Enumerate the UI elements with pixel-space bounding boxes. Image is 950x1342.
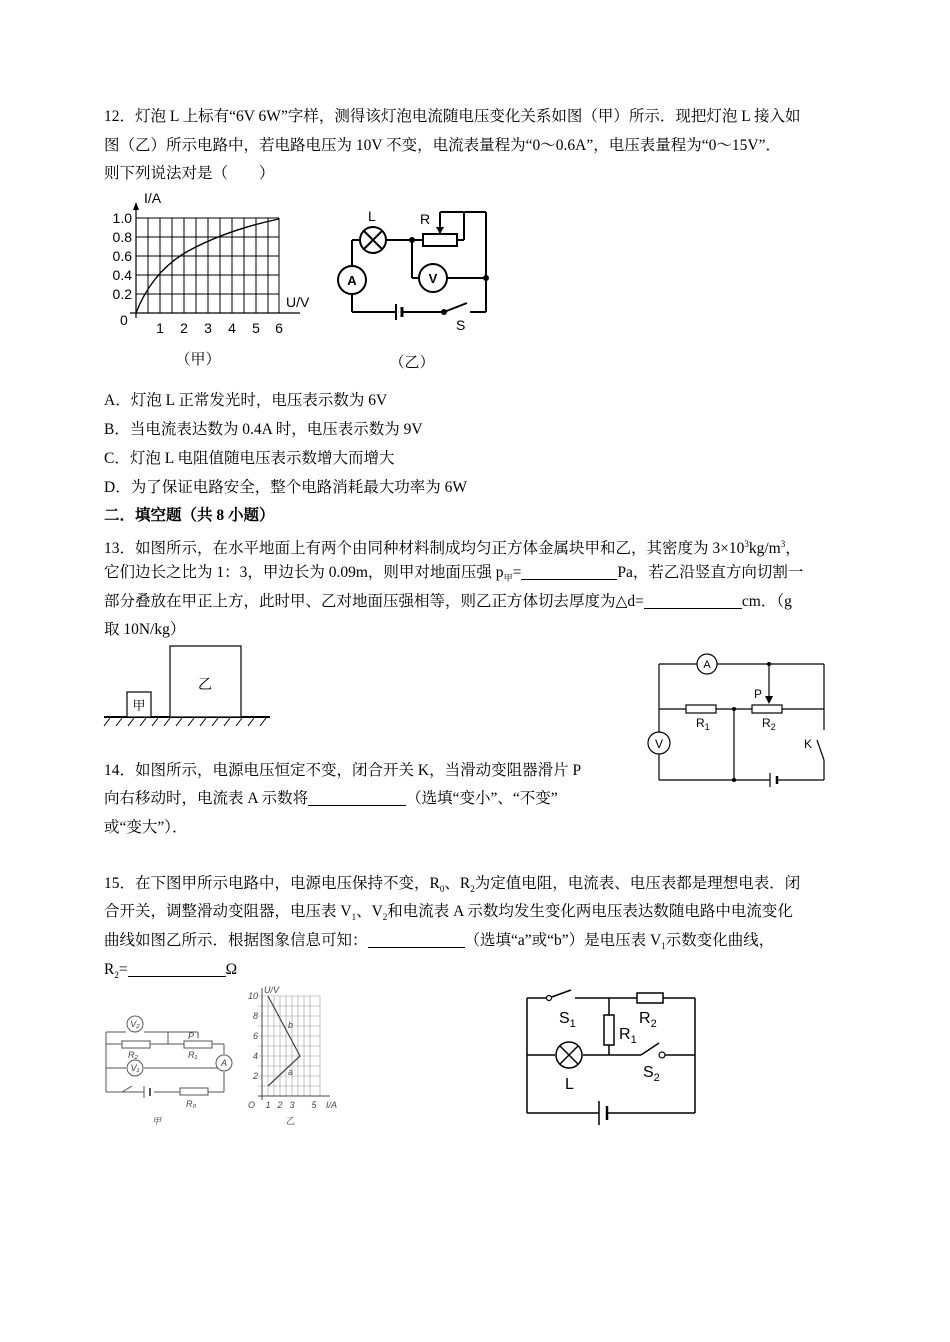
iu-xlabel: U/V (286, 294, 310, 310)
q14-line3: 或“变大”）． (104, 819, 188, 836)
svg-text:A: A (220, 1058, 228, 1068)
q13-line1: 13．如图所示，在水平地面上有两个由同种材料制成均匀正方体金属块甲和乙，其密度为 $3\times 10^3kg/m^3$， (104, 539, 801, 558)
r1-icon (184, 1041, 212, 1048)
svg-text:P: P (754, 687, 763, 701)
iu-xtick: 4 (228, 320, 236, 336)
svg-text:V₂: V₂ (130, 1019, 140, 1029)
svg-text:b: b (288, 1020, 294, 1030)
iu-y-arrow (133, 202, 139, 210)
svg-text:V: V (654, 737, 664, 751)
iu-origin: 0 (120, 312, 128, 328)
q12-circuit (330, 200, 510, 380)
svg-text:V₁: V₁ (130, 1063, 140, 1073)
iu-xtick: 1 (156, 320, 164, 336)
iu-xtick: 2 (180, 320, 188, 336)
iu-xtick: 5 (252, 320, 260, 336)
option-d: D．为了保证电路安全，整个电路消耗最大功率为 6W (104, 479, 467, 496)
svg-text:2: 2 (252, 1071, 258, 1081)
label-V: V (428, 271, 438, 286)
q15-circuit-jia (100, 1010, 240, 1130)
resistor-r1-icon (686, 705, 716, 713)
blocks-figure (100, 640, 280, 735)
q13-blank-1[interactable] (521, 563, 617, 580)
svg-text:5: 5 (311, 1100, 317, 1110)
svg-text:乙: 乙 (198, 676, 212, 692)
iu-ytick: 0.8 (112, 229, 132, 245)
q15-line2: 合开关，调整滑动变阻器，电压表 $V_1$、$V_2$和电流表 A 示数均发生变化两电压表达数随电路中电流变化 (104, 903, 793, 923)
uv-grid (258, 996, 320, 1096)
svg-text:R₁: R₁ (188, 1050, 198, 1060)
svg-text:R1: $R_1$ (696, 716, 710, 732)
label-R: R (420, 211, 431, 227)
svg-text:10: 10 (247, 991, 258, 1001)
svg-text:甲: 甲 (132, 698, 146, 713)
curve-a (268, 1056, 300, 1086)
q15-line3: 曲线如图乙所示．根据图象信息可知： （选填“a”或“b”）是电压表 $V_1$示数变化曲线， (104, 932, 775, 952)
svg-text:a: a (288, 1067, 294, 1077)
svg-text:3: 3 (289, 1100, 295, 1110)
q12-line2: 图（乙）所示电路中，若电路电压为 10V 不变，电流表量程为“0～0.6A”，电压表量程为“0～15V”． (104, 137, 781, 154)
svg-text:4: 4 (252, 1051, 258, 1061)
svg-text:U/V: U/V (264, 985, 280, 995)
iu-ylabel: I/A (144, 190, 162, 206)
svg-text:乙: 乙 (286, 1116, 296, 1126)
resistor-r1-icon (604, 1015, 614, 1045)
iu-xtick: 6 (275, 320, 283, 336)
iu-xtick: 3 (204, 320, 212, 336)
q13-blank-2[interactable] (644, 592, 742, 609)
svg-text:K: K (804, 737, 813, 751)
q15-blank-1[interactable] (368, 931, 465, 948)
q15-circuit-right (515, 985, 710, 1135)
circuit-caption: （乙） (389, 354, 435, 371)
r0-icon (180, 1088, 208, 1095)
iu-ytick: 0.4 (112, 267, 132, 283)
r2-icon (122, 1041, 150, 1048)
svg-text:O: O (248, 1100, 256, 1110)
svg-text:R₀: R₀ (186, 1099, 197, 1109)
label-L: L (368, 208, 376, 224)
label-S: S (456, 317, 466, 333)
iu-ytick: 0.6 (112, 248, 132, 264)
iu-caption: （甲） (175, 351, 221, 368)
option-b: B．当电流表达数为 0.4A 时，电压表示数为 9V (104, 421, 423, 438)
svg-text:1: 1 (265, 1100, 271, 1110)
svg-text:2: 2 (277, 1100, 283, 1110)
q14-blank[interactable] (308, 789, 406, 806)
q14-line2: 向右移动时，电流表 A 示数将 （选填“变小”、“不变” (104, 790, 558, 807)
svg-text:R1: $R_1$ (619, 1026, 637, 1046)
iu-grid (136, 218, 279, 313)
resistor-r2-icon (637, 993, 663, 1003)
iu-graph (100, 188, 340, 378)
svg-text:甲: 甲 (152, 1116, 162, 1126)
svg-text:S1: $S_1$ (559, 1010, 576, 1030)
q15-blank-2[interactable] (128, 960, 226, 977)
section-title: 二．填空题（共 8 小题） (104, 507, 275, 524)
q14-circuit (645, 648, 830, 796)
q13-line2: 它们边长之比为 1：3，甲边长为 0.09m，则甲对地面压强 $p_甲= Pa$，若乙沿竖直方向切割一 (104, 564, 804, 584)
q15-line1: 15．在下图甲所示电路中，电源电压保持不变，$R_0$、$R_2$为定值电阻，电流表、电压表都是理想电表．闭 (104, 875, 801, 895)
q12-line3: 则下列说法对是（ ） (104, 165, 275, 182)
svg-text:I/A: I/A (326, 1100, 338, 1110)
q12-line1: 12．灯泡 L 上标有“6V 6W”字样，测得该灯泡电流随电压变化关系如图（甲）所示．现把灯泡 L 接入如 (104, 108, 801, 125)
svg-text:P: P (188, 1031, 195, 1041)
option-c: C．灯泡 L 电阻值随电压表示数增大而增大 (104, 450, 395, 467)
q14-line1: 14．如图所示，电源电压恒定不变，闭合开关 K，当滑动变阻器滑片 P (104, 762, 582, 779)
svg-text:S2: $S_2$ (643, 1064, 660, 1084)
q15-graph-yi (238, 984, 350, 1134)
option-a: A．灯泡 L 正常发光时，电压表示数为 6V (104, 392, 388, 409)
rheostat-icon (423, 234, 457, 246)
label-A: A (347, 273, 357, 288)
q15-line4: $R_2= \Omega$ (104, 961, 238, 981)
svg-text:R2: $R_2$ (762, 716, 776, 732)
iu-ytick: 0.2 (112, 286, 132, 302)
svg-text:A: A (703, 659, 711, 671)
q13-line4: 取 10N/kg） (104, 621, 186, 638)
svg-text:R₂: R₂ (128, 1050, 138, 1060)
svg-text:R2: $R_2$ (639, 1010, 657, 1030)
svg-text:L: L (565, 1076, 574, 1093)
rheostat-r2-icon (752, 705, 782, 713)
svg-text:8: 8 (252, 1011, 258, 1021)
iu-ytick: 1.0 (112, 210, 132, 226)
svg-text:6: 6 (252, 1031, 258, 1041)
q13-line3: 部分叠放在甲正上方，此时甲、乙对地面压强相等，则乙正方体切去厚度为△d= cm．（g (104, 593, 792, 610)
